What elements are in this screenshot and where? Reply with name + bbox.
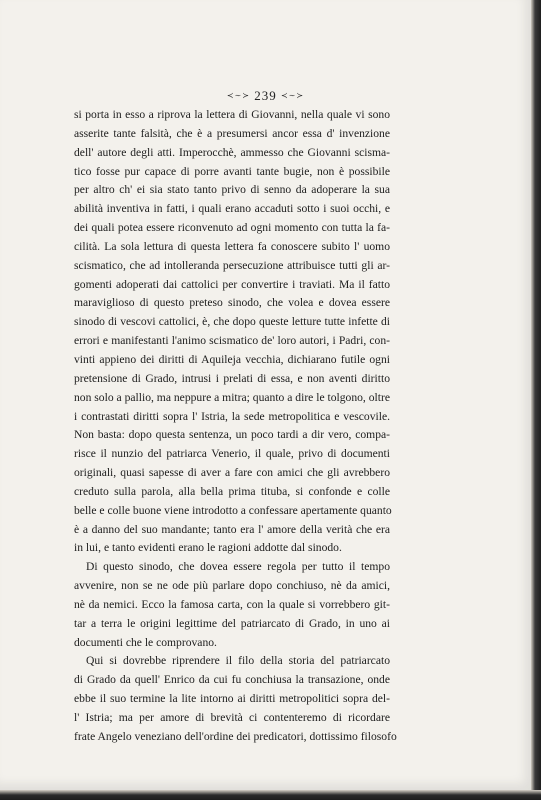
text-line: asserite tante falsità, che è a presumersi ancor essa d' invenzione [74, 126, 390, 140]
text-line: pretensione di Grado, intrusi i prelati di essa, e non aventi diritto [74, 371, 390, 385]
page-edge-right [531, 0, 541, 800]
text-line: scismatico, che ad intolleranda persecuzione attribuisce tutti gli ar- [74, 258, 390, 272]
text-line: è a danno del suo mandante; tanto era l' amore della verità che era [74, 522, 390, 536]
text-line: dei quali potea essere riconvenuto ad ogni momento con tutta la fa- [74, 221, 390, 235]
ornament-left-icon: ≺∼≻ [226, 91, 250, 100]
page-number: 239 [254, 88, 277, 103]
text-line: Qui si dovrebbe riprendere il filo della storia del patriarcato [86, 654, 390, 668]
text-line: in lui, e tanto evidenti erano le ragioni addotte dal sinodo. [74, 541, 342, 555]
ornament-right-icon: ≺∼≻ [281, 91, 305, 100]
text-line: gomenti adoperati dai cattolici per convertire i traviati. Ma il fatto [74, 277, 390, 291]
text-line: tico fosse pur capace di porre avanti tante bugie, non è possibile [74, 164, 390, 178]
text-line: maraviglioso di questo preteso sinodo, che volea e dovea essere [74, 296, 390, 310]
text-line: si porta in esso a riprova la lettera di Giovanni, nella quale vi sono [74, 108, 390, 121]
text-line: di Grado da quell' Enrico da cui fu conchiusa la transazione, onde [74, 673, 390, 687]
text-line: per altro ch' ei sia stato tanto privo di senno da adoperare la sua [74, 183, 390, 197]
text-line: Di questo sinodo, che dovea essere regola per tutto il tempo [86, 560, 390, 574]
body-text [74, 106, 397, 747]
text-line: i contrastati diritti sopra l' Istria, la sede metropolitica e vescovile. [74, 409, 390, 423]
text-line: originali, quasi sapesse di aver a fare con amici che gli avrebbero [74, 466, 390, 480]
text-line: nè da nemici. Ecco la famosa carta, con la quale si vorrebbero git- [74, 597, 390, 611]
text-line: non solo a pallio, ma neppure a mitra; quanto a dire le tolgono, oltre [74, 390, 390, 404]
page-edge-bottom [0, 790, 541, 800]
text-line: creduto sulla parola, alla bella prima titubа, si confonde e colle [74, 484, 390, 498]
text-line: avvenire, non se ne ode più parlare dopo conchiuso, nè da amici, [74, 579, 390, 593]
text-line: tar a terra le origini legittime del patriarcato di Grado, in uno ai [74, 616, 390, 630]
text-line: sinodo di vescovi cattolici, è, che dopo queste letture tutte infette di [74, 315, 390, 329]
text-line: vinti appieno dei diritti di Aquileja vecchia, dichiarano futile ogni [74, 352, 390, 366]
text-line: documenti che le comprovano. [74, 635, 217, 649]
text-line: belle e colle buone viene introdotto a confessare apertamente quanto [74, 503, 392, 517]
text-line: abilità inventiva in fatti, i quali erano accaduti sotto i suoi occhi, e [74, 202, 390, 216]
text-line: l' Istria; ma per amore di brevità ci contenteremo di ricordare [74, 711, 390, 724]
text-line: ebbe il suo termine la lite intorno ai diritti metropolitici sopra del- [74, 692, 390, 706]
page-header [0, 88, 531, 104]
text-line: dell' autore degli atti. Imperocchè, ammesso che Giovanni scisma- [74, 145, 390, 159]
text-line: frate Angelo veneziano dell'ordine dei predicatori, dottissimo filosofo [74, 729, 397, 743]
text-line: Non basta: dopo questa sentenza, un poco tardi a dir vero, compa- [74, 428, 390, 442]
text-line: cilità. La sola lettura di questa lettera fa conoscere subito l' uomo [74, 239, 390, 253]
text-line: errori e manifestanti l'animo scismatico de' loro autori, i Padri, con- [74, 334, 390, 348]
text-line: risce il nunzio del patriarca Venerio, il quale, privo di documenti [74, 447, 390, 461]
